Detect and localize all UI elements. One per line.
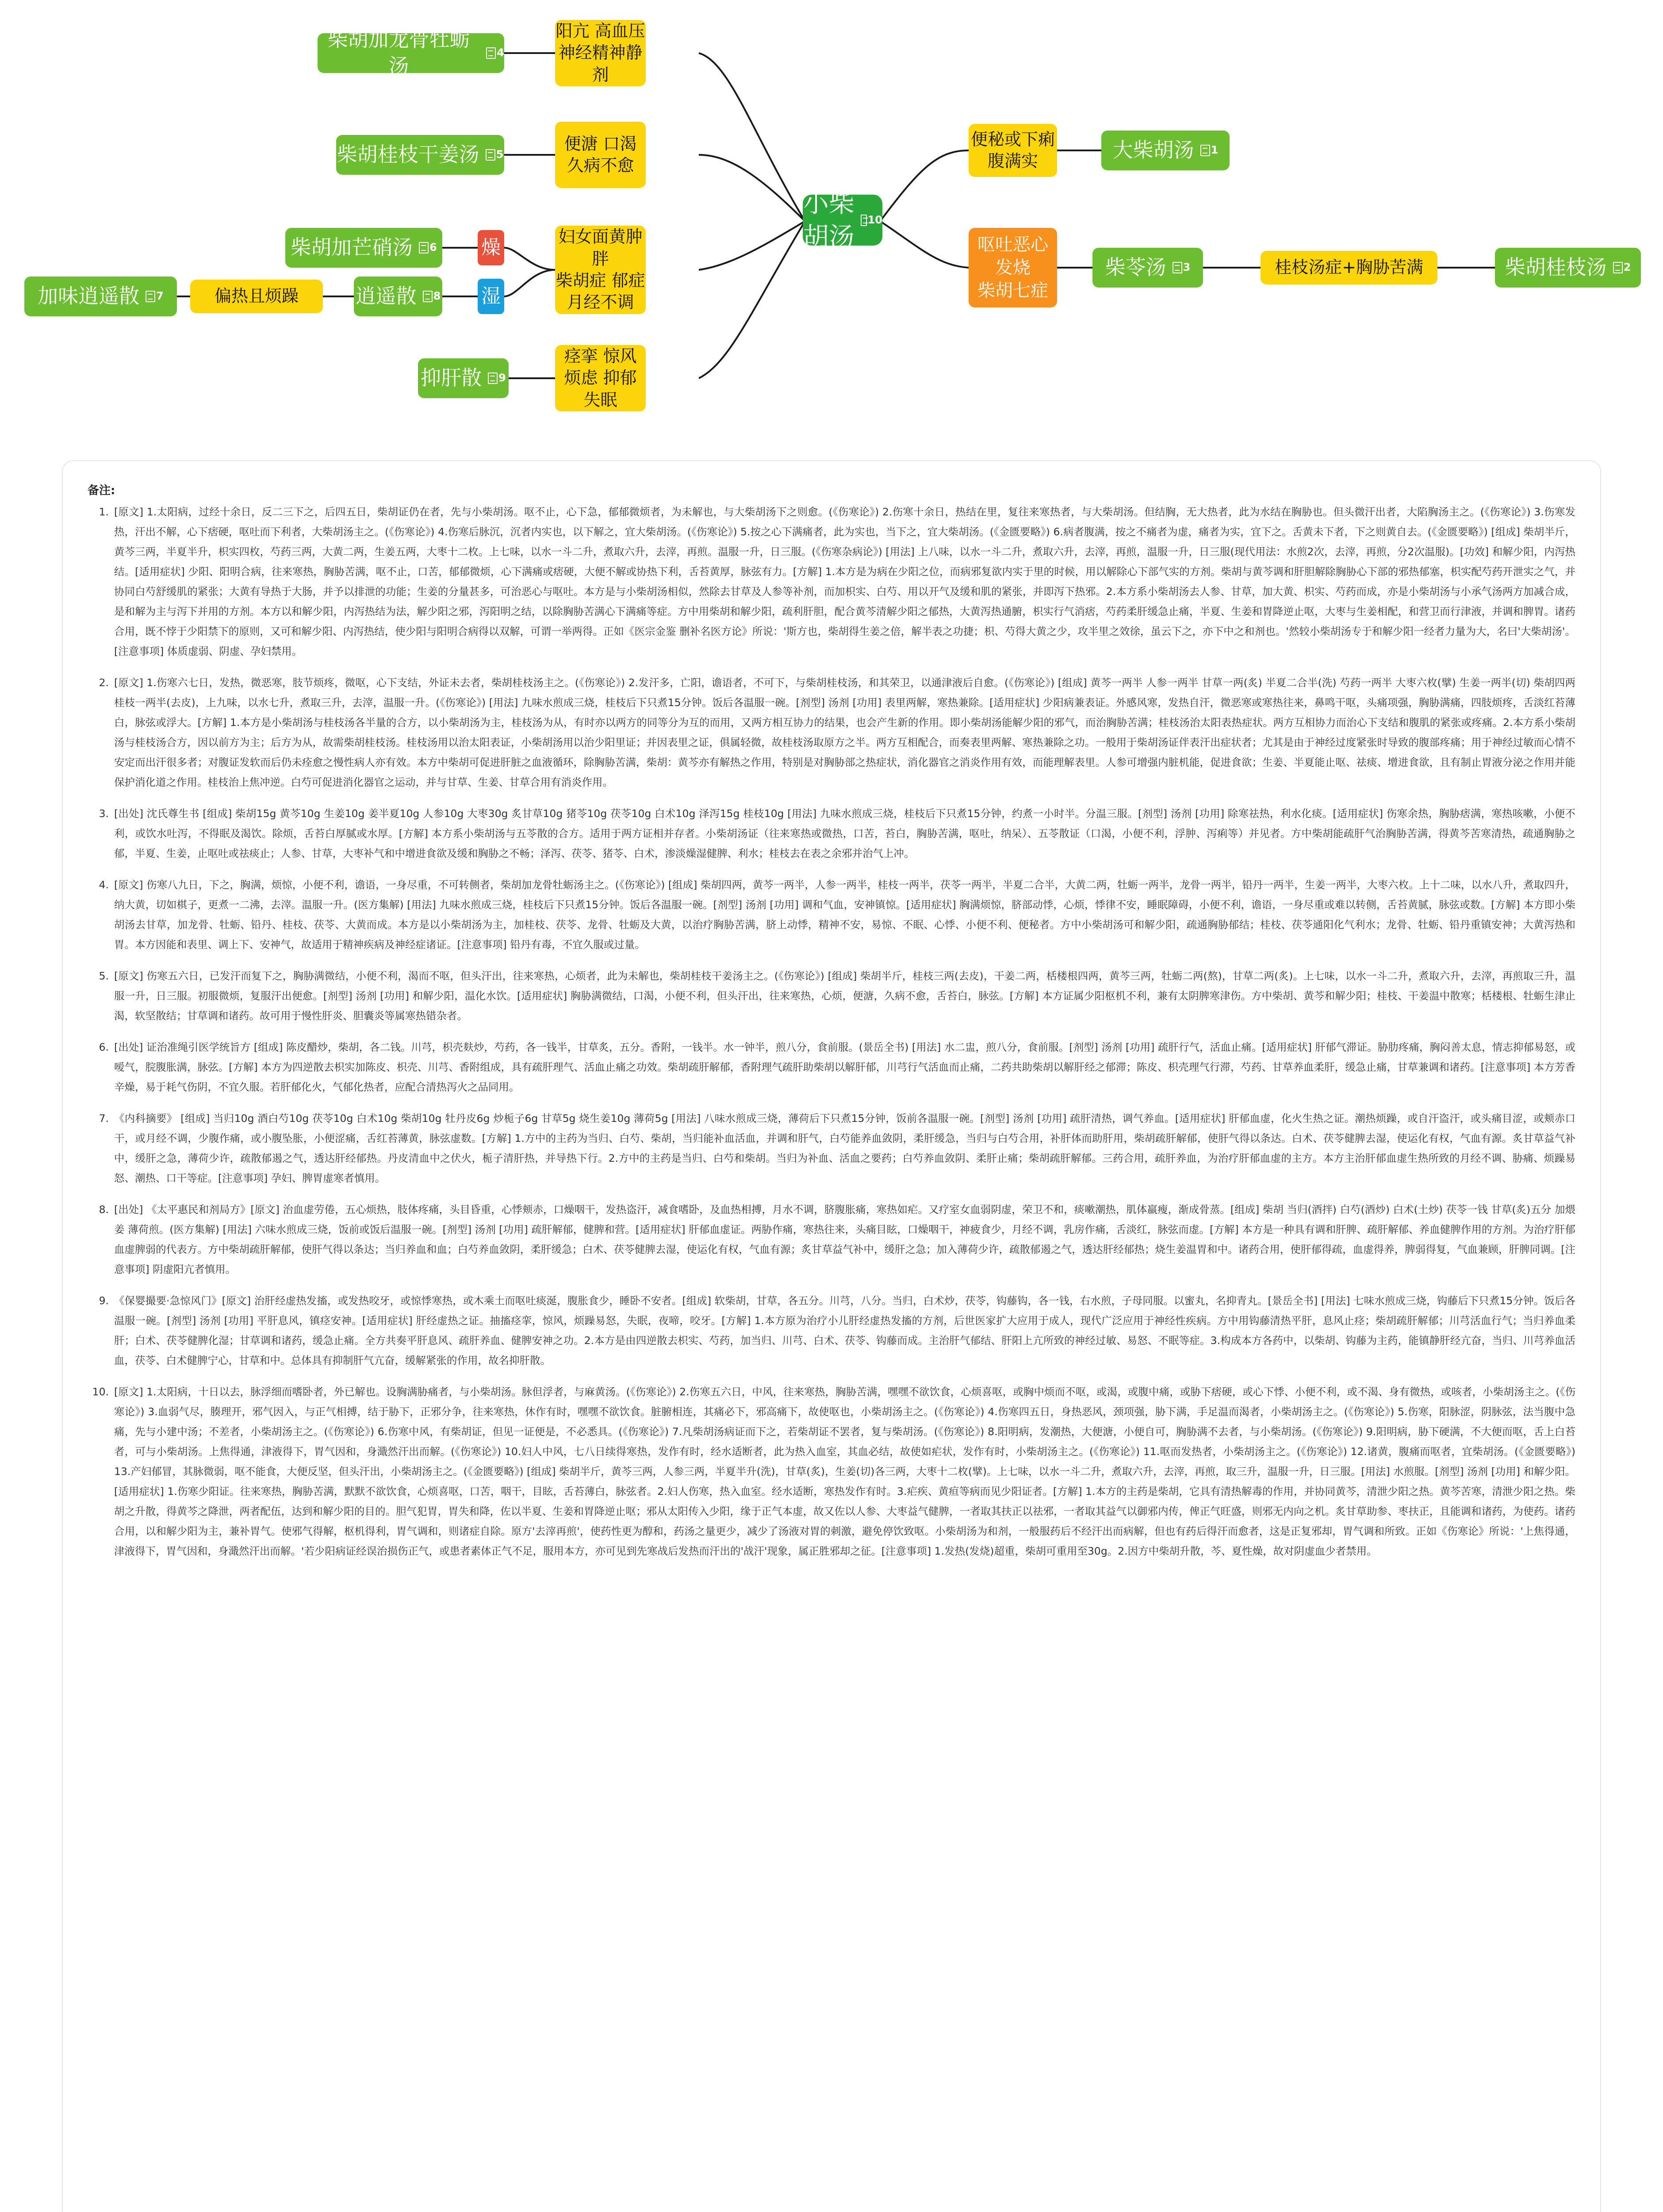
note-icon[interactable] xyxy=(488,373,498,384)
note-badge: 3 xyxy=(1183,261,1191,274)
formula-label: 柴胡加芒硝汤 xyxy=(291,235,413,260)
note-entry xyxy=(88,1037,1575,1097)
indication-text: 妇女面黄肿胖 柴胡症 郁症 月经不调 xyxy=(556,227,645,312)
formula-label: 柴胡桂枝干姜汤 xyxy=(337,142,479,167)
indication-text: 便秘或下痢 腹满实 xyxy=(970,129,1055,171)
note-number: 9. xyxy=(99,1294,109,1307)
indication-text: 阳亢 高血压 神经精神静剂 xyxy=(556,21,645,84)
note-entry xyxy=(88,875,1575,955)
note-text: [原文] 1.伤寒六七日，发热，微恶寒，肢节烦疼，微呕，心下支结，外证未去者，柴胡桂枝汤主之。(《伤寒论》) 2.发汗多，亡阳，谵语者，不可下，与柴胡桂枝汤，和其荣卫，以通津液后自愈。(《伤寒论》) [组成] 黄芩一两半 人参一两半 甘草一两(炙) 半夏二合半(洗) 芍药一两半 大枣六枚(擘) 生姜一两半(切) 柴胡四两 桂枝一两半(去皮)，上九味，以水七升，煮取三升，去滓，温服一升。(《伤寒论》) [用法] 九味水煎成三烧，桂枝后下只煮15分钟。饭后各温服一碗。[剂型] 汤剂 [功用] 表里两解，寒热兼除。[适用症状] 少阳病兼表证。外感风寒，发热自汗，微恶寒或寒热往来，鼻鸣干呕，头痛项强，胸胁满痛，四肢烦疼，舌淡红苔薄白，脉弦或浮大。[方解] 1.本方是小柴胡汤与桂枝汤各半量的合方，以小柴胡汤为主，桂枝汤为从，有时亦以两方的同等分为互的而用，又两方相互协力的结果，也会产生新的作用。即小柴胡汤能解少阳的邪气，而治胸胁苦满；桂枝汤治太阳表热症状。两方互相协力而治心下支结和腹肌的紧张或疼痛。2.本方系小柴胡汤与桂枝汤合方，因以前方为主；后方为从，故需柴胡桂枝汤。桂枝汤用以治太阳表证，小柴胡汤用以治少阳里证；并因表里之证，俱属轻微，故桂枝汤取原方之半。两方互相配合，而奏表里两解、寒热兼除之功。一般用于柴胡汤证伴表汗出症状者；尤其是由于神经过度紧张时导致的腹部疼痛；用于神经过敏而心情不安定而出汗很多者；对腹证发软而后仍未痊愈之慢性病人亦有效。本方中柴胡可促进肝脏之血液循环，除胸胁苦满，柴胡：黄芩亦有解热之作用，特别是对胸胁部之热症状，消化器官之消炎作用有效，而能理解表里。人参可增强内脏机能，促进食欲；生姜、半夏能止呕、祛痰、增进食欲，且有制止胃液分泌之作用并能保护消化道之作用。桂枝治上焦冲逆。白芍可促进消化器官之运动，并与甘草、生姜、甘草合用有消炎作用。 xyxy=(114,676,1575,788)
note-badge: 10 xyxy=(867,213,882,226)
indication-text: 便溏 口渴 久病不愈 xyxy=(564,134,637,175)
center-label: 小柴胡汤 xyxy=(803,188,854,252)
note-text: 《保婴撮要·急惊风门》[原文] 治肝经虚热发搐，或发热咬牙，或惊悸寒热，或木乘土而呕吐痰涎，腹胀食少，睡卧不安者。[组成] 软柴胡，甘草，各五分。川芎，八分。当归，白术炒，茯苓，钩藤钩，各一钱，右水煎，子母同服。以蜜丸，名抑青丸。[景岳全书] [用法] 七味水煎成三烧，钩藤后下只煮15分钟。饭后各温服一碗。[剂型] 汤剂 [功用] 平肝息风，镇痉安神。[适用症状] 肝经虚热之证。抽搐痉挛，惊风，烦躁易怒，失眠，夜啼，咬牙。[方解] 1.本方原为治疗小儿肝经虚热发搐的方剂，后世医家扩大应用于成人，现代广泛应用于神经性疾病。方中用钩藤清热平肝，息风止痉；柴胡疏肝解郁；川芎活血行气；当归养血柔肝；白术、茯苓健脾化湿；甘草调和诸药，缓急止痛。全方共奏平肝息风、疏肝养血、健脾安神之功。2.本方是由四逆散去枳实、芍药，加当归、川芎、白术、茯苓、钩藤而成。主治肝气郁结、肝阳上亢所致的神经过敏、易怒、不眠等症。3.构成本方各药中，以柴胡、钩藤为主药，能镇静肝经亢奋，当归、川芎养血活血，茯苓、白术健脾宁心，甘草和中。总体具有抑制肝气亢奋，缓解紧张的作用，故名抑肝散。 xyxy=(114,1294,1575,1367)
formula-label: 加味逍遥散 xyxy=(38,284,140,308)
note-text: [原文] 1.太阳病，十日以去，脉浮细而嗜卧者，外已解也。设胸满胁痛者，与小柴胡汤。脉但浮者，与麻黄汤。(《伤寒论》) 2.伤寒五六日，中风，往来寒热，胸胁苦满，嘿嘿不欲饮食，心烦喜呕，或胸中烦而不呕，或渴，或腹中痛，或胁下痞硬，或心下悸、小便不利，或不渴、身有微热，或咳者，小柴胡汤主之。(《伤寒论》) 3.血弱气尽，腠理开，邪气因入，与正气相搏，结于胁下，正邪分争，往来寒热，休作有时，嘿嘿不欲饮食。脏腑相连，其痛必下，邪高痛下，故使呕也，小柴胡汤主之。(《伤寒论》) 4.伤寒四五日，身热恶风，颈项强，胁下满，手足温而渴者，小柴胡汤主之。(《伤寒论》) 5.伤寒，阳脉涩，阴脉弦，法当腹中急痛，先与小建中汤；不差者，小柴胡汤主之。(《伤寒论》) 6.伤寒中风，有柴胡证，但见一证便是，不必悉具。(《伤寒论》) 7.凡柴胡汤病证而下之，若柴胡证不罢者，复与柴胡汤。(《伤寒论》) 8.阳明病，发潮热，大便溏，小便自可，胸胁满不去者，与小柴胡汤。(《伤寒论》) 9.阳明病，胁下硬满，不大便而呕，舌上白苔者，可与小柴胡汤。上焦得通，津液得下，胃气因和，身濈然汗出而解。(《伤寒论》) 10.妇人中风，七八日续得寒热，发作有时，经水适断者，此为热入血室，其血必结，故使如疟状，发作有时，小柴胡汤主之。(《伤寒论》) 11.呕而发热者，小柴胡汤主之。(《伤寒论》) 12.诸黄，腹痛而呕者，宜柴胡汤。(《金匮要略》) 13.产妇郁冒，其脉微弱，呕不能食，大便反坚，但头汗出，小柴胡汤主之。(《金匮要略》) [组成] 柴胡半斤，黄芩三两，人参三两，半夏半升(洗)，甘草(炙)，生姜(切)各三两，大枣十二枚(擘)。上七味，以水一斗二升，煮取六升，去滓，再煎，取三升，温服一升，日三服。[用法] 水煎服。[剂型] 汤剂 [功用] 和解少阳。[适用症状] 1.伤寒少阳证。往来寒热，胸胁苦满，默默不欲饮食，心烦喜呕，口苦，咽干，目眩，舌苔薄白，脉弦者。2.妇人伤寒，热入血室。经水适断，寒热发作有时。3.疟疾、黄疸等病而见少阳证者。[方解] 1.本方的主药是柴胡，它具有清热解毒的作用，并协同黄芩，清泄少阳之热。黄芩苦寒，清泄少阳之热。柴胡之升散，得黄芩之降泄，两者配伍，达到和解少阳的目的。胆气犯胃，胃失和降，佐以半夏、生姜和胃降逆止呕；邪从太阳传入少阳，缘于正气本虚，故又佐以人参、大枣益气健脾，一者取其扶正以祛邪，一者取其益气以御邪内传，俾正气旺盛，则邪无内向之机。炙甘草助参、枣扶正，且能调和诸药，为使药。诸药合用，以和解少阳为主，兼补胃气。使邪气得解，枢机得利，胃气调和，则诸症自除。原方'去滓再煎'，使药性更为醇和，药汤之量更少，减少了汤液对胃的刺激，避免停饮致呕。小柴胡汤为和剂，一般服药后不经汗出而病解，但也有药后得汗而愈者，这是正复邪却，胃气调和所致。正如《伤寒论》所说：'上焦得通，津液得下，胃气因和，身濈然汗出而解。'若少阳病证经误治损伤正气，或患者素体正气不足，服用本方，亦可见到先寒战后发热而汗出的'战汗'现象，属正胜邪却之征。[注意事项] 1.发热(发烧)超重，柴胡可重用至30g。2.因方中柴胡升散，芩、夏性燥，故对阴虚血少者禁用。 xyxy=(114,1386,1575,1557)
note-number: 7. xyxy=(99,1112,109,1125)
note-badge: 2 xyxy=(1623,261,1631,274)
note-entry xyxy=(88,966,1575,1026)
mind-map xyxy=(0,0,1663,442)
formula-label: 大柴胡汤 xyxy=(1112,138,1194,162)
note-entry xyxy=(88,673,1575,792)
note-icon[interactable] xyxy=(1613,262,1623,273)
notes-list xyxy=(88,502,1575,1561)
note-entry xyxy=(88,1109,1575,1188)
notes-panel xyxy=(62,460,1601,2212)
tag-label: 燥 xyxy=(481,236,501,259)
indication-text: 呕吐恶心 发烧 柴胡七症 xyxy=(977,234,1048,301)
note-number: 1. xyxy=(99,506,109,518)
formula-yigan-san[interactable] xyxy=(418,358,509,398)
note-text: [出处] 《太平惠民和剂局方》[原文] 治血虚劳倦，五心烦热，肢体疼痛，头目昏重，心悸颊赤，口燥咽干，发热盗汗，减食嗜卧，及血热相搏，月水不调，脐腹胀痛，寒热如疟。又疗室女血弱阴虚，荣卫不和，痰嗽潮热，肌体羸瘦，渐成骨蒸。[组成] 柴胡 当归(酒拌) 白芍(酒炒) 白术(土炒) 茯苓一钱 甘草(炙)五分 加煨姜 薄荷煎。(医方集解) [用法] 六味水煎成三烧，饭前或饭后温服一碗。[剂型] 汤剂 [功用] 疏肝解郁，健脾和营。[适用症状] 肝郁血虚证。两胁作痛，寒热往来，头痛目眩，口燥咽干，神疲食少，月经不调，乳房作痛，舌淡红，脉弦而虚。[方解] 本方是一种具有调和肝脾、疏肝解郁、养血健脾作用的方剂。为治疗肝郁血虚脾弱的代表方。方中柴胡疏肝解郁，使肝气得以条达；当归养血和血；白芍养血敛阴，柔肝缓急；白术、茯苓健脾去湿，使运化有权，气血有源；炙甘草益气补中，缓肝之急；加入薄荷少许，疏散郁遏之气，透达肝经郁热；烧生姜温胃和中。诸药合用，使肝郁得疏，血虚得养，脾弱得复，气血兼顾，肝脾同调。[注意事项] 阴虚阳亢者慎用。 xyxy=(114,1203,1575,1275)
note-number: 3. xyxy=(99,807,109,820)
note-number: 10. xyxy=(92,1386,109,1398)
link-text: 偏热且烦躁 xyxy=(214,286,299,306)
tag-dry[interactable] xyxy=(478,230,504,265)
note-text: [原文] 1.太阳病，过经十余日，反二三下之，后四五日，柴胡证仍在者，先与小柴胡汤。呕不止，心下急，郁郁微烦者，为未解也，与大柴胡汤下之则愈。(《伤寒论》) 2.伤寒十余日，热结在里，复往来寒热者，与大柴胡汤。但结胸，无大热者，此为水结在胸胁也。但头微汗出者，大陷胸汤主之。(《伤寒论》) 3.伤寒发热，汗出不解，心下痞硬，呕吐而下利者，大柴胡汤主之。(《伤寒论》) 4.伤寒后脉沉，沉者内实也，以下解之，宜大柴胡汤。(《伤寒论》) 5.按之心下满痛者，此为实也，当下之，宜大柴胡汤。(《金匮要略》) 6.病者腹满，按之不痛者为虚，痛者为实，宜下之。舌黄未下者，下之则黄自去。(《金匮要略》) [组成] 柴胡半斤，黄芩三两，半夏半升，枳实四枚，芍药三两，大黄二两，生姜五两，大枣十二枚。上七味，以水一斗二升，煮取六升，去滓，再煎。温服一升，日三服。(《伤寒杂病论》) [用法] 上八味，以水一斗二升，煮取六升，去滓，再煎，温服一升，日三服(现代用法：水煎2次，去滓，再煎，分2次温服)。[功效] 和解少阳，内泻热结。[适用症状] 少阳、阳明合病，往来寒热，胸胁苦满，呕不止，口苦，郁郁微烦，心下满痛或痞硬，大便不解或协热下利，舌苔黄厚，脉弦有力。[方解] 1.本方是为病在少阳之位，而病邪复欲内实于里的时候，用以解除心下部气实的方剂。柴胡与黄芩调和肝胆解除胸胁心下部的邪热郁塞，枳实配芍药开泄实之气，并协同白芍舒缓肌的紧张；大黄有导热于大肠，并予以排泄的功能；生姜的分量甚多，可治恶心与呕吐。本方是与小柴胡汤相似，然除去甘草及人参等补剂，而加枳实、白芍、用以开气及缓和肌的紧张，并即泻下热邪。2.本方系小柴胡汤去人参、甘草，加大黄、枳实、芍药而成，亦是小柴胡汤与小承气汤两方加减合成，是和解为主与泻下并用的方剂。本方以和解少阳，内泻热结为法，解少阳之邪，泻阳明之结，以除胸胁苦满心下满痛等症。方中用柴胡和解少阳，疏利肝胆，配合黄芩清解少阳之郁热，大黄泻热通腑，枳实行气消痞，芍药柔肝缓急止痛，半夏、生姜和胃降逆止呕，大枣与生姜相配，和营卫而行津液，并调和脾胃。诸药合用，既不悖于少阳禁下的原则，又可和解少阳、内泻热结，使少阳与阳明合病得以双解，可谓一举两得。正如《医宗金鉴 删补名医方论》所说：'斯方也，柴胡得生姜之倍，解半表之功捷；枳、芍得大黄之少，攻半里之效徐，虽云下之，亦下中之和剂也。'然较小柴胡汤专于和解少阳一经者力量为大，名曰'大柴胡汤'。[注意事项] 体质虚弱、阴虚、孕妇禁用。 xyxy=(114,506,1575,657)
note-badge: 6 xyxy=(429,241,437,254)
note-number: 8. xyxy=(99,1203,109,1216)
note-icon[interactable] xyxy=(423,291,433,302)
tag-label: 湿 xyxy=(481,285,501,308)
note-number: 2. xyxy=(99,676,109,689)
indication-box-bianmi[interactable] xyxy=(969,124,1057,177)
note-entry xyxy=(88,1291,1575,1371)
note-badge: 8 xyxy=(433,290,441,303)
link-box-pianre-fanzao[interactable] xyxy=(190,280,323,313)
note-icon[interactable] xyxy=(1200,145,1210,156)
note-badge: 9 xyxy=(498,372,506,384)
formula-label: 逍遥散 xyxy=(355,284,417,308)
link-box-guizhi-tang-zheng[interactable] xyxy=(1261,251,1437,284)
note-entry xyxy=(88,804,1575,864)
formula-da-chaihu-tang[interactable] xyxy=(1101,131,1230,170)
formula-chaihu-jia-mangxiao-tang[interactable] xyxy=(285,228,442,268)
note-text: [出处] 证治准绳引医学统旨方 [组成] 陈皮醋炒，柴胡，各二钱。川芎，枳壳麸炒，芍药，各一钱半，甘草炙，五分。香附，一钱半。水一钟半，煎八分，食前服。(景岳全书) [用法] 水二盅，煎八分，食前服。[剂型] 汤剂 [功用] 疏肝行气，活血止痛。[适用症状] 肝郁气滞证。胁肋疼痛，胸闷善太息，情志抑郁易怒，或嗳气，脘腹胀满，脉弦。[方解] 本方为四逆散去枳实加陈皮、枳壳、川芎、香附组成，具有疏肝理气、活血止痛之功效。柴胡疏肝解郁，香附理气疏肝助柴胡以解肝郁，川芎行气活血而止痛，二药共助柴胡以解肝经之郁滞；陈皮、枳壳理气行滞，芍药、甘草养血柔肝，缓急止痛，甘草兼调和诸药。[注意事项] 本方芳香辛燥，易于耗气伤阴，不宜久服。若肝郁化火，气郁化热者，应配合清热泻火之品同用。 xyxy=(114,1041,1575,1093)
indication-text: 痉挛 惊风 烦虑 抑郁 失眠 xyxy=(564,346,637,410)
indication-box-biantang[interactable] xyxy=(555,122,646,188)
formula-chailing-tang[interactable] xyxy=(1092,248,1203,288)
note-icon[interactable] xyxy=(419,242,429,253)
note-icon[interactable] xyxy=(861,215,866,226)
tag-damp[interactable] xyxy=(478,279,504,314)
note-entry xyxy=(88,502,1575,661)
indication-box-yang-kang[interactable] xyxy=(555,20,646,86)
indication-box-women[interactable] xyxy=(555,226,646,314)
note-badge: 4 xyxy=(497,46,504,59)
formula-label: 抑肝散 xyxy=(421,366,482,390)
formula-chaihu-jia-longgu-muli-tang[interactable] xyxy=(318,27,504,78)
note-text: 《内科摘要》 [组成] 当归10g 酒白芍10g 茯苓10g 白术10g 柴胡10g 牡丹皮6g 炒栀子6g 甘草5g 烧生姜10g 薄荷5g [用法] 八味水煎成三烧，薄荷后下只煮15分钟，饭前各温服一碗。[剂型] 汤剂 [功用] 疏肝清热，调气养血。[适用症状] 肝郁血虚，化火生热之证。潮热烦躁，或自汗盗汗，或头痛目涩，或颊赤口干，或月经不调，少腹作痛，或小腹坠胀，小便涩痛，舌红苔薄黄，脉弦虚数。[方解] 1.方中的主药为当归、白芍、柴胡，当归能补血活血，并调和肝气，白芍能养血敛阴，柔肝缓急，当归与白芍合用，补肝体而助肝用，柴胡疏肝解郁，使肝气得以条达。白术、茯苓健脾去湿，使运化有权，气血有源。炙甘草益气补中，缓肝之急，薄荷少许，疏散郁遏之气，透达肝经郁热。丹皮清血中之伏火，栀子清肝热，并导热下行。2.方中的主药是当归、白芍和柴胡。当归为补血、活血之要药；白芍养血敛阴、柔肝止痛；柴胡疏肝解郁。三药合用，疏肝养血，为治疗肝郁血虚的主方。本方主治肝郁血虚生热所致的月经不调、胁痛、烦躁易怒、潮热、口干等症。[注意事项] 孕妇、脾胃虚寒者慎用。 xyxy=(114,1112,1575,1184)
notes-heading: 备注: xyxy=(88,484,115,497)
note-text: [出处] 沈氏尊生书 [组成] 柴胡15g 黄芩10g 生姜10g 姜半夏10g 人参10g 大枣30g 炙甘草10g 猪苓10g 茯苓10g 白术10g 泽泻15g 桂枝10g [用法] 九味水煎成三烧，桂枝后下只煮15分钟，约煮一小时半。分温三服。[剂型] 汤剂 [功用] 除寒祛热，利水化痰。[适用症状] 伤寒余热，胸胁痞满，寒热咳嗽，小便不利，或饮水吐泻，不得眠及渴饮。除烦，舌苔白厚腻或水厚。[方解] 本方系小柴胡汤与五苓散的合方。适用于两方证相并存者。小柴胡汤证（往来寒热或微热，口苦，苔白，胸胁苦满，呕吐，纳呆）、五苓散证（口渴，小便不利，浮肿、泻痢等）并见者。方中柴胡能疏肝气治胸胁苦满，得黄芩苦寒清热，疏通胸胁之郁，半夏、生姜，止呕吐或祛痰止；人参、甘草，大枣补气和中增进食欲及缓和胸胁之不畅；泽泻、茯苓、猪苓、白术，渗淡燥湿健脾、利水；桂枝去在表之余邪并治气上冲。 xyxy=(114,807,1575,860)
formula-xiaoyao-san[interactable] xyxy=(354,276,442,316)
note-badge: 5 xyxy=(496,148,504,161)
note-icon[interactable] xyxy=(486,149,495,161)
formula-chaihu-guizhi-ganjiang-tang[interactable] xyxy=(336,135,504,175)
note-number: 5. xyxy=(99,970,109,982)
note-badge: 7 xyxy=(156,290,164,303)
indication-box-jingluan[interactable] xyxy=(555,345,646,411)
note-text: [原文] 伤寒八九日，下之，胸满，烦惊，小便不利，谵语，一身尽重，不可转侧者，柴胡加龙骨牡蛎汤主之。(《伤寒论》) [组成] 柴胡四两，黄芩一两半，人参一两半，桂枝一两半，茯苓一两半，半夏二合半，大黄二两，牡蛎一两半，龙骨一两半，铅丹一两半，生姜一两半，大枣六枚。上十二味，以水八升，煮取四升，纳大黄，切如棋子，更煮一二沸，去滓。温服一升。(医方集解) [用法] 九味水煎成三烧，桂枝后下只煮15分钟。饭后各温服一碗。[剂型] 汤剂 [功用] 调和气血，安神镇惊。[适用症状] 胸满烦惊，脐部动悸，心烦，悸律不安，睡眠障碍，小便不利，谵语，一身尽重或难以转侧，舌苔黄腻，脉弦或数。[方解] 本方即小柴胡汤去甘草，加龙骨、牡蛎、铅丹、桂枝、茯苓、大黄而成。本方是以小柴胡汤为主，加桂枝、茯苓、龙骨、牡蛎及大黄，以治疗胸胁苦满，脐上动悸，精神不安，易惊、不眠、心悸、小便不利、便秘者。方中小柴胡汤可和解少阳，疏通胸胁郁结；桂枝、茯苓通阳化气利水；龙骨、牡蛎、铅丹重镇安神；大黄泻热和胃。本方因能和表里、调上下、安神气，故适用于精神疾病及神经症诸证。[注意事项] 铅丹有毒，不宜久服或过量。 xyxy=(114,879,1575,951)
formula-chaihu-guizhi-tang[interactable] xyxy=(1495,248,1641,288)
formula-label: 柴胡桂枝汤 xyxy=(1505,255,1607,280)
link-text: 桂枝汤症+胸胁苦满 xyxy=(1275,257,1423,277)
note-icon[interactable] xyxy=(486,47,496,59)
note-icon[interactable] xyxy=(1173,262,1182,273)
note-number: 6. xyxy=(99,1041,109,1053)
center-node-xiao-chaihu-tang[interactable] xyxy=(803,188,882,252)
note-badge: 1 xyxy=(1211,144,1219,157)
indication-box-outu[interactable] xyxy=(969,228,1057,307)
formula-label: 柴苓汤 xyxy=(1105,255,1166,280)
note-number: 4. xyxy=(99,879,109,891)
note-entry xyxy=(88,1200,1575,1279)
note-text: [原文] 伤寒五六日，已发汗而复下之，胸胁满微结，小便不利，渴而不呕，但头汗出，往来寒热，心烦者，此为未解也，柴胡桂枝干姜汤主之。(《伤寒论》) [组成] 柴胡半斤，桂枝三两(去皮)，干姜二两，栝楼根四两，黄芩三两，牡蛎二两(熬)，甘草二两(炙)。上七味，以水一斗二升，煮取六升，去滓，再煎取三升，温服一升，日三服。初服微烦，复服汗出便愈。[剂型] 汤剂 [功用] 和解少阳，温化水饮。[适用症状] 胸胁满微结，口渴，小便不利，但头汗出，往来寒热，心烦，便溏，久病不愈，舌苔白，脉弦。[方解] 本方证属少阳枢机不利，兼有太阴脾寒津伤。方中柴胡、黄芩和解少阳；桂枝、干姜温中散寒；栝楼根、牡蛎生津止渴，软坚散结；甘草调和诸药。故可用于慢性肝炎、胆囊炎等属寒热错杂者。 xyxy=(114,970,1575,1022)
formula-jiawei-xiaoyao-san[interactable] xyxy=(24,276,177,316)
note-icon[interactable] xyxy=(146,291,155,302)
formula-label: 柴胡加龙骨牡蛎汤 xyxy=(327,27,470,78)
note-entry xyxy=(88,1382,1575,1561)
